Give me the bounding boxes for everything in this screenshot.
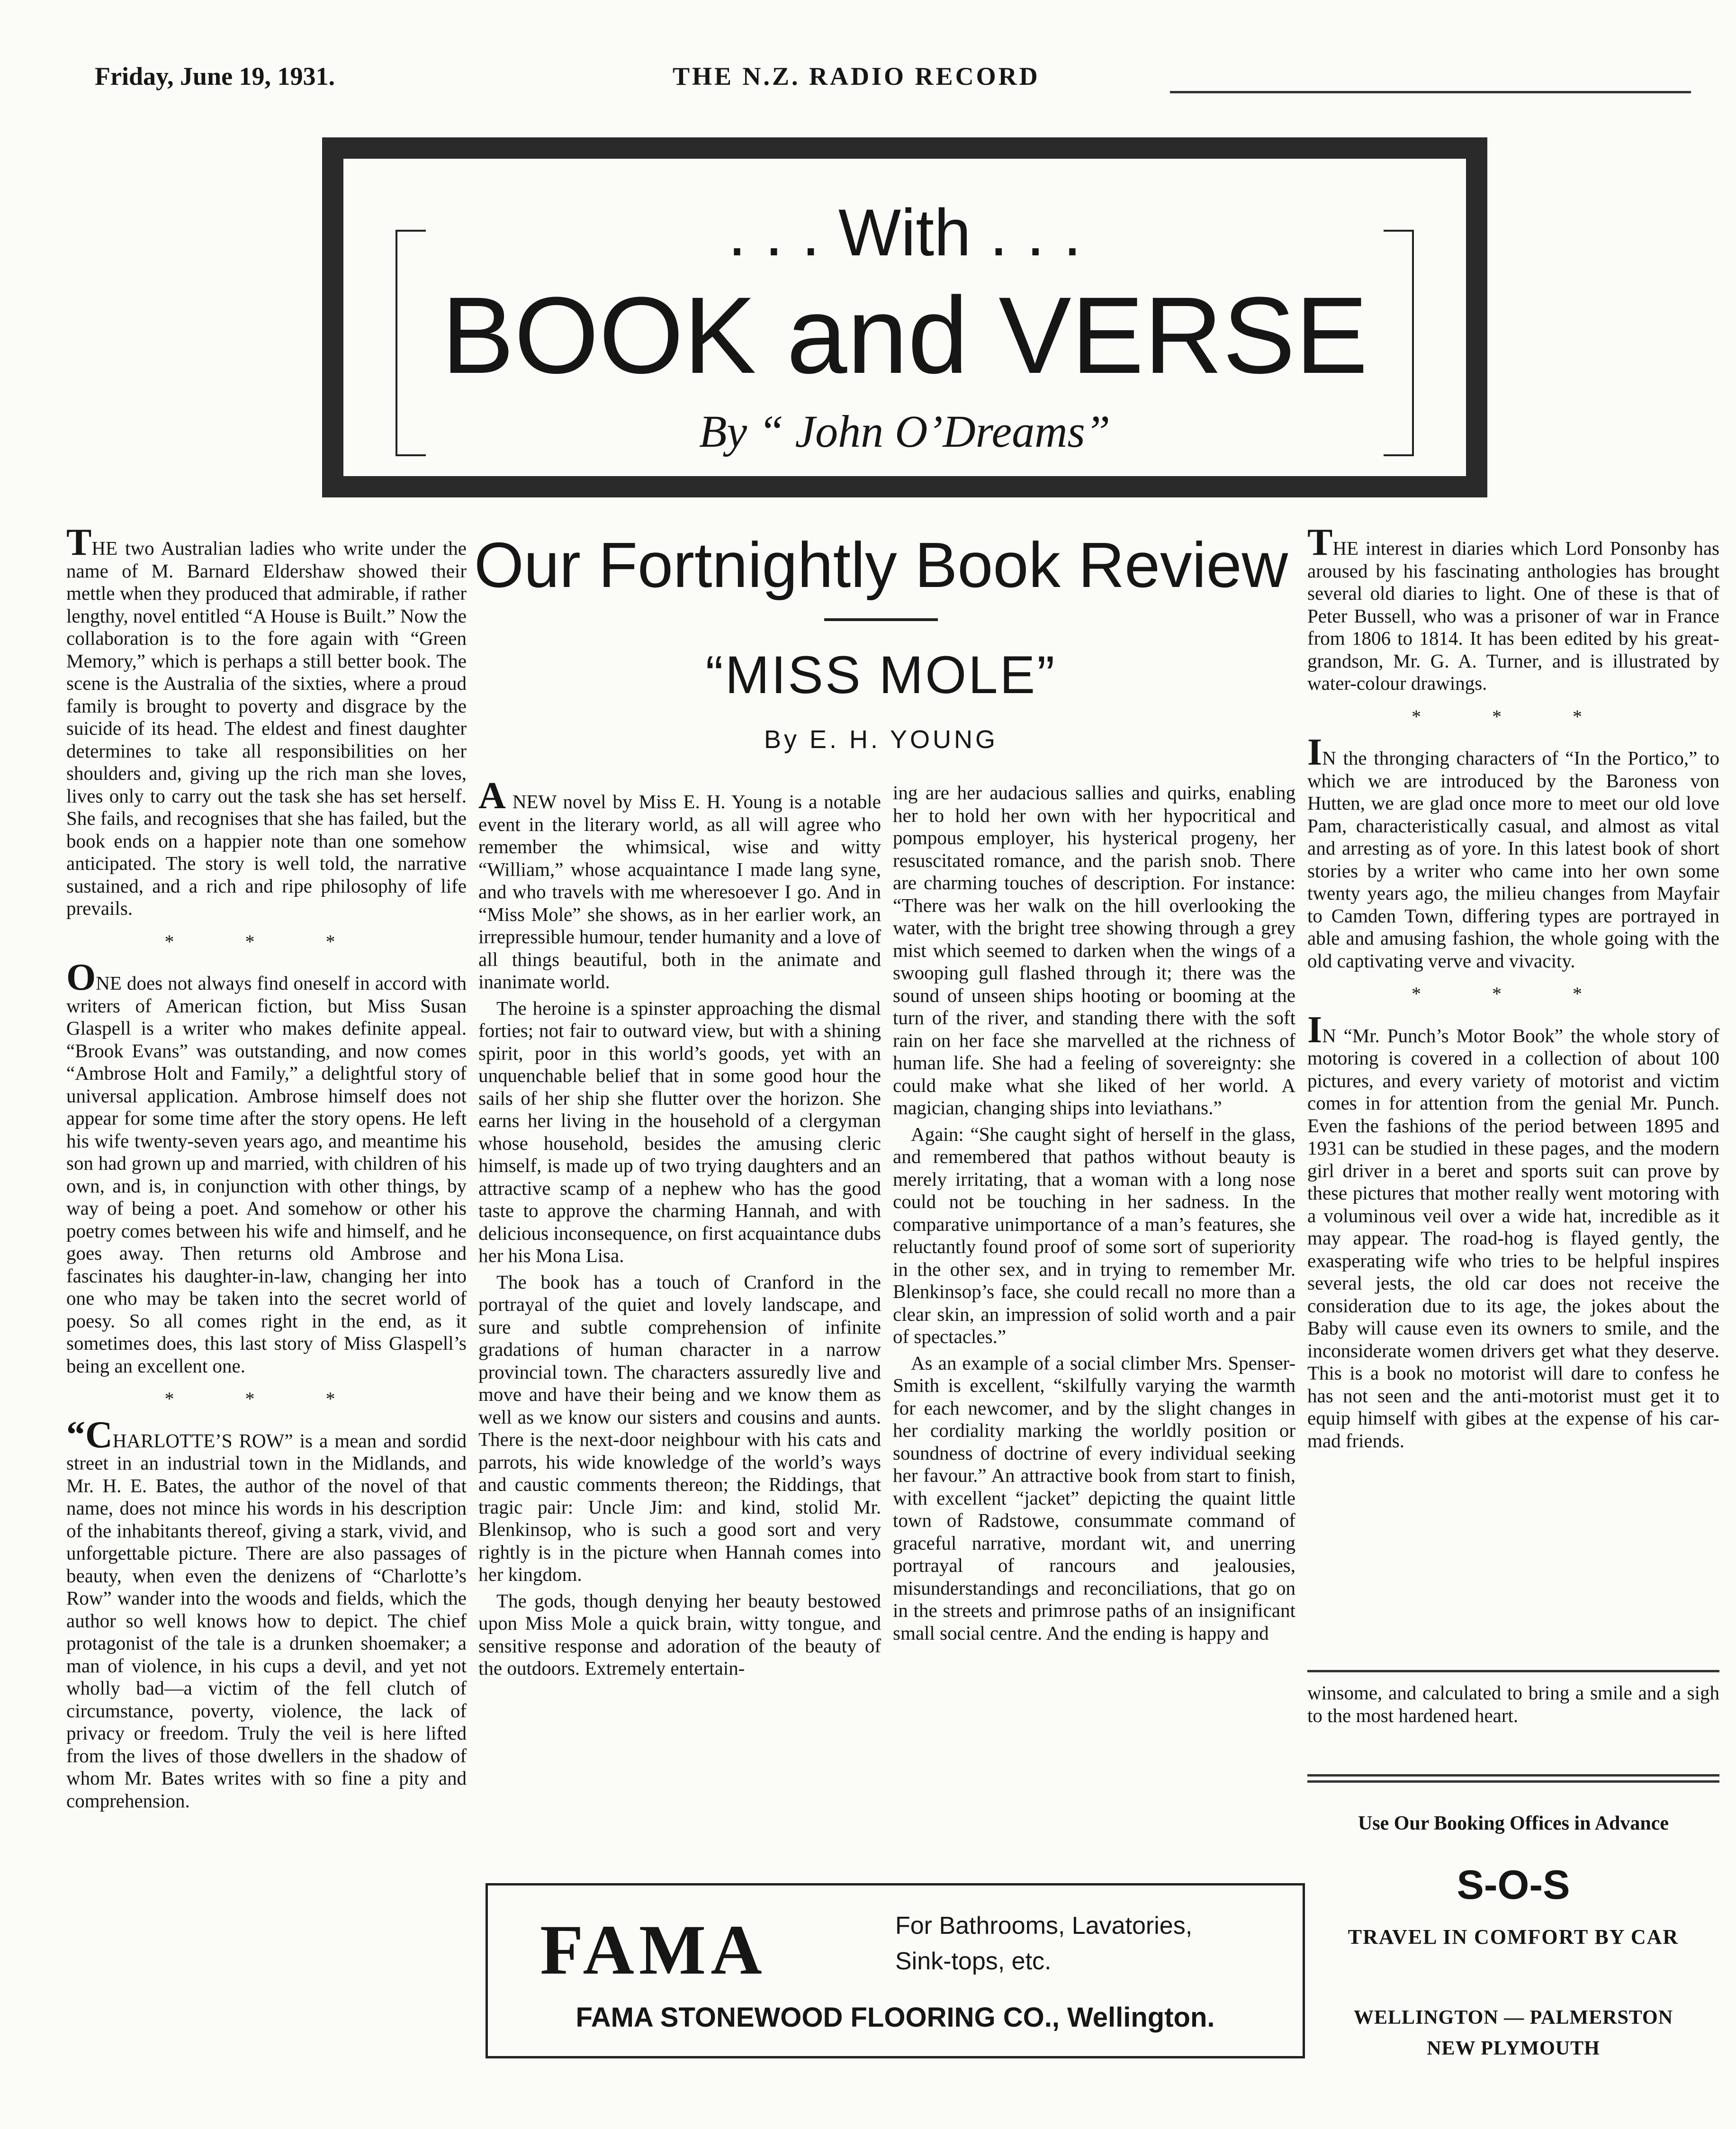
- column-rule: [1307, 1774, 1719, 1777]
- separator-stars: * * *: [1412, 705, 1615, 727]
- review-paragraph: The book has a touch of Cranford in the portrayal of the quiet and lovely landscape, and sure and subtle comprehension of infinite gradations of human character in a narrow provincial town. The characters assuredly live and move and have their being and we know them as well as we know our sisters and cousins and aunts. There is the next-door neighbour with his cats and parrots, his wide knowledge of the world’s ways and caustic comments thereon; the Riddings, that tragic pair: Uncle Jim: and kind, stolid Mr. Blenkinsop, who is such a good sort and very rightly is in the picture when Hannah comes into her kingdom.: [478, 1271, 881, 1585]
- column-1: [66, 522, 467, 1816]
- fama-tagline-2: Sink-tops, etc.: [895, 1948, 1052, 1975]
- sos-booking: Use Our Booking Offices in Advance: [1358, 1813, 1669, 1834]
- article-punch-motor-book: IN “Mr. Punch’s Motor Book” the whole story of motoring is covered in a collection of about 100 pictures, and every variety of motorist and victim comes in for attention from the genial Mr. Punch. Even the fashions of the period between 1895 and 1931 can be studied in these pages, and the modern girl driver in a beret and sports suit can prove by these pictures that mother really went motoring with a voluminous veil over a wide hat, incredible as it may appear. The road-hog is flayed gently, the exasperating wife who tries to be helpful inspires several jests, the old car does not receive the consideration due to its age, the jokes about the Baby will cause even its owners to smile, and the inconsiderate women drivers get what they deserve. This is a book no motorist will dare to confess he has not seen and the anti-motorist must get it to equip himself with gibes at the expense of his car-mad friends.: [1307, 1009, 1719, 1452]
- column-rule: [1307, 1780, 1719, 1783]
- drop-cap: “C: [66, 1414, 113, 1456]
- sos-route-2: NEW PLYMOUTH: [1427, 2038, 1600, 2059]
- drop-cap: I: [1307, 1009, 1322, 1051]
- article-green-memory: THE two Australian ladies who write under the name of M. Barnard Eldershaw showed their mettle when they produced that admirable, if rather lengthy, novel entitled “A House is Built.” Now the collaboration is to the fore again with “Green Memory,” which is perhaps a still better book. The scene is the Australia of the sixties, where a proud family is brought to poverty and disgrace by the suicide of its head. The eldest and finest daughter determines to take all responsibilities on her shoulders and, giving up the rich man she loves, lives only to carry out the task she has set herself. She fails, and recognises that she has failed, but the book ends on a happier note than one somehow anticipated. The story is well told, the narrative sustained, and a rich and ripe philosophy of life prevails.: [66, 522, 467, 919]
- section-banner: [322, 137, 1487, 497]
- issue-date: Friday, June 19, 1931.: [95, 62, 335, 90]
- fama-company: FAMA STONEWOOD FLOORING CO., Wellington.: [576, 2002, 1215, 2033]
- review-heading: Our Fortnightly Book Review: [474, 529, 1288, 601]
- drop-cap: O: [66, 956, 96, 998]
- separator-stars: * * *: [164, 1388, 369, 1409]
- book-title: “MISS MOLE”: [705, 645, 1057, 704]
- separator-stars: * * *: [164, 930, 369, 952]
- review-paragraph: The heroine is a spinster approaching the dismal forties; not fair to outward view, but with a shining spirit, poor in this world’s goods, yet with an unquenchable belief that in some good hour the sails of her ship she flutter over the horizon. She earns her living in the household of a clergyman whose household, besides the amusing cleric himself, is made up of two trying daughters and an attractive scamp of a nephew who has the good taste to approve the charming Hannah, and with delicious inconsequence, on first acquaintance dubs her his Mona Lisa.: [478, 997, 881, 1266]
- fama-advertisement: [486, 1883, 1305, 2058]
- column-3: [893, 782, 1295, 1648]
- header-rule: [1170, 91, 1691, 93]
- review-rule: [824, 618, 938, 621]
- banner-panel: [343, 159, 1466, 476]
- sos-route-1: WELLINGTON — PALMERSTON: [1353, 2007, 1673, 2029]
- review-ending: winsome, and calculated to bring a smile and a sigh to the most hardened heart.: [1307, 1682, 1719, 1726]
- review-paragraph: Again: “She caught sight of herself in the glass, and remembered that pathos without beauty is merely irritating, that a woman with a long nose could not be touching in her sadness. In the comparative unimportance of a man’s features, she reluctantly found proof of some sort of superiority in the other sex, and in trying to remember Mr. Blenkinsop’s face, she could recall no more than a clear skin, an impression of solid worth and a pair of spectacles.”: [893, 1123, 1295, 1347]
- article-bussell-diary: THE interest in diaries which Lord Ponsonby has aroused by his fascinating anthologies has brought several old diaries to light. One of these is that of Peter Bussell, who was a prisoner of war in France from 1806 to 1814. It has been edited by his great-grandson, Mr. G. A. Turner, and is illustrated by water-colour drawings.: [1307, 522, 1719, 694]
- fama-brand: FAMA: [540, 1911, 767, 1989]
- column-4: [1307, 522, 1719, 1456]
- article-in-the-portico: IN the thronging characters of “In the Portico,” to which we are introduced by the Baroness von Hutten, we are glad once more to meet our old love Pam, characteristically casual, and almost as vital and arresting as of yore. In this latest book of short stories by a writer who came into her own some twenty years ago, the milieu changes from Mayfair to Camden Town, differing types are portrayed in able and amusing fashion, the whole going with the old captivating verve and vivacity.: [1307, 731, 1719, 972]
- banner-byline: By “ John O’Dreams”: [699, 406, 1111, 457]
- review-continuation: [1307, 1682, 1719, 1731]
- article-charlottes-row: “CHARLOTTE’S ROW” is a mean and sordid street in an industrial town in the Midlands, and Mr. H. E. Bates, the author of the novel of that name, does not mince his words in his description of the inhabitants thereof, giving a stark, vivid, and unforgettable picture. There are also passages of beauty, when even the denizens of “Charlotte’s Row” wander into the woods and fields, which the author so well knows how to depict. The chief protagonist of the tale is a drunken shoemaker; a man of violence, in his cups a devil, and yet not wholly bad—a victim of the fell clutch of circumstance, poverty, violence, the lack of privacy or freedom. Truly the veil is here lifted from the lives of those dwellers in the shadow of whom Mr. Bates writes with so fine a pity and comprehension.: [66, 1414, 467, 1812]
- review-paragraph: A NEW novel by Miss E. H. Young is a notable event in the literary world, as all will agree who remember the whimsical, wise and witty “William,” whose acquaintance I made lang syne, and who travels with me wheresoever I go. And in “Miss Mole” she shows, as in her earlier work, an irrepressible humour, tender humanity and a love of all things beautiful, both in the animate and inanimate world.: [478, 775, 881, 992]
- page-header: [90, 57, 1691, 95]
- separator-stars: * * *: [1412, 983, 1615, 1004]
- column-2: [478, 775, 881, 1684]
- drop-cap: T: [1307, 522, 1333, 563]
- banner-title: BOOK and VERSE: [441, 274, 1368, 396]
- review-paragraph: As an example of a social climber Mrs. Spenser-Smith is excellent, “skilfully varying the warmth for each newcomer, and by the slight changes in her cordiality marking the worldly position or soundness of doctrine of every individual seeking her favour.” An attractive book from start to finish, with excellent “jacket” depicting the quaint little town of Radstowe, consummate command of graceful narrative, mordant wit, and unerring portrayal of rancours and jealousies, misunderstandings and reconciliations, that go on in the streets and primrose paths of an insignificant small social centre. And the ending is happy and: [893, 1352, 1295, 1644]
- article-ambrose-holt: ONE does not always find oneself in accord with writers of American fiction, but Miss Susan Glaspell is a writer who makes definite appeal. “Brook Evans” was outstanding, and now comes “Ambrose Holt and Family,” a delightful story of universal application. Ambrose himself does not appear for some time after the story opens. He left his wife twenty-seven years ago, and meantime his son had grown up and married, with children of his own, and is, in conjunction with other things, by way of being a poet. And somehow or other his poetry comes between his wife and himself, and he goes away. Then returns old Ambrose and fascinates his daughter-in-law, changing her into one who may be taken into the secret world of poesy. So all comes right in the end, as it sometimes does, this last story of Miss Glaspell’s being an excellent one.: [66, 956, 467, 1377]
- review-paragraph: The gods, though denying her beauty bestowed upon Miss Mole a quick brain, witty tongue, and sensitive response and adoration of the beauty of the outdoors. Extremely entertain-: [478, 1589, 881, 1679]
- sos-name: S-O-S: [1457, 1862, 1570, 1908]
- fama-tagline-1: For Bathrooms, Lavatories,: [895, 1912, 1193, 1940]
- book-author: By E. H. YOUNG: [764, 725, 998, 754]
- banner-with: . . . With . . .: [728, 195, 1082, 270]
- drop-cap: T: [66, 522, 92, 563]
- drop-cap: I: [1307, 731, 1322, 773]
- review-paragraph: ing are her audacious sallies and quirks, enabling her to hold her own with her hypocritical and pompous employer, his hysterical progeny, her resuscitated romance, and the parish snob. There are charming touches of description. For instance: “There was her walk on the hill overlooking the water, with the bright tree showing through a grey mist which seemed to darken when the wings of a swooping gull flashed through it; there was the sound of unseen ships hooting or booming at the turn of the river, and standing there with the soft rain on her face she marvelled at the richness of human life. She had a feeling of sovereignty: she could make what she liked of her world. A magician, changing ships into leviathans.”: [893, 782, 1295, 1119]
- drop-cap: A: [478, 775, 506, 817]
- masthead: THE N.Z. RADIO RECORD: [673, 62, 1040, 90]
- sos-tagline: TRAVEL IN COMFORT BY CAR: [1348, 1925, 1679, 1949]
- column-rule: [1307, 1670, 1719, 1672]
